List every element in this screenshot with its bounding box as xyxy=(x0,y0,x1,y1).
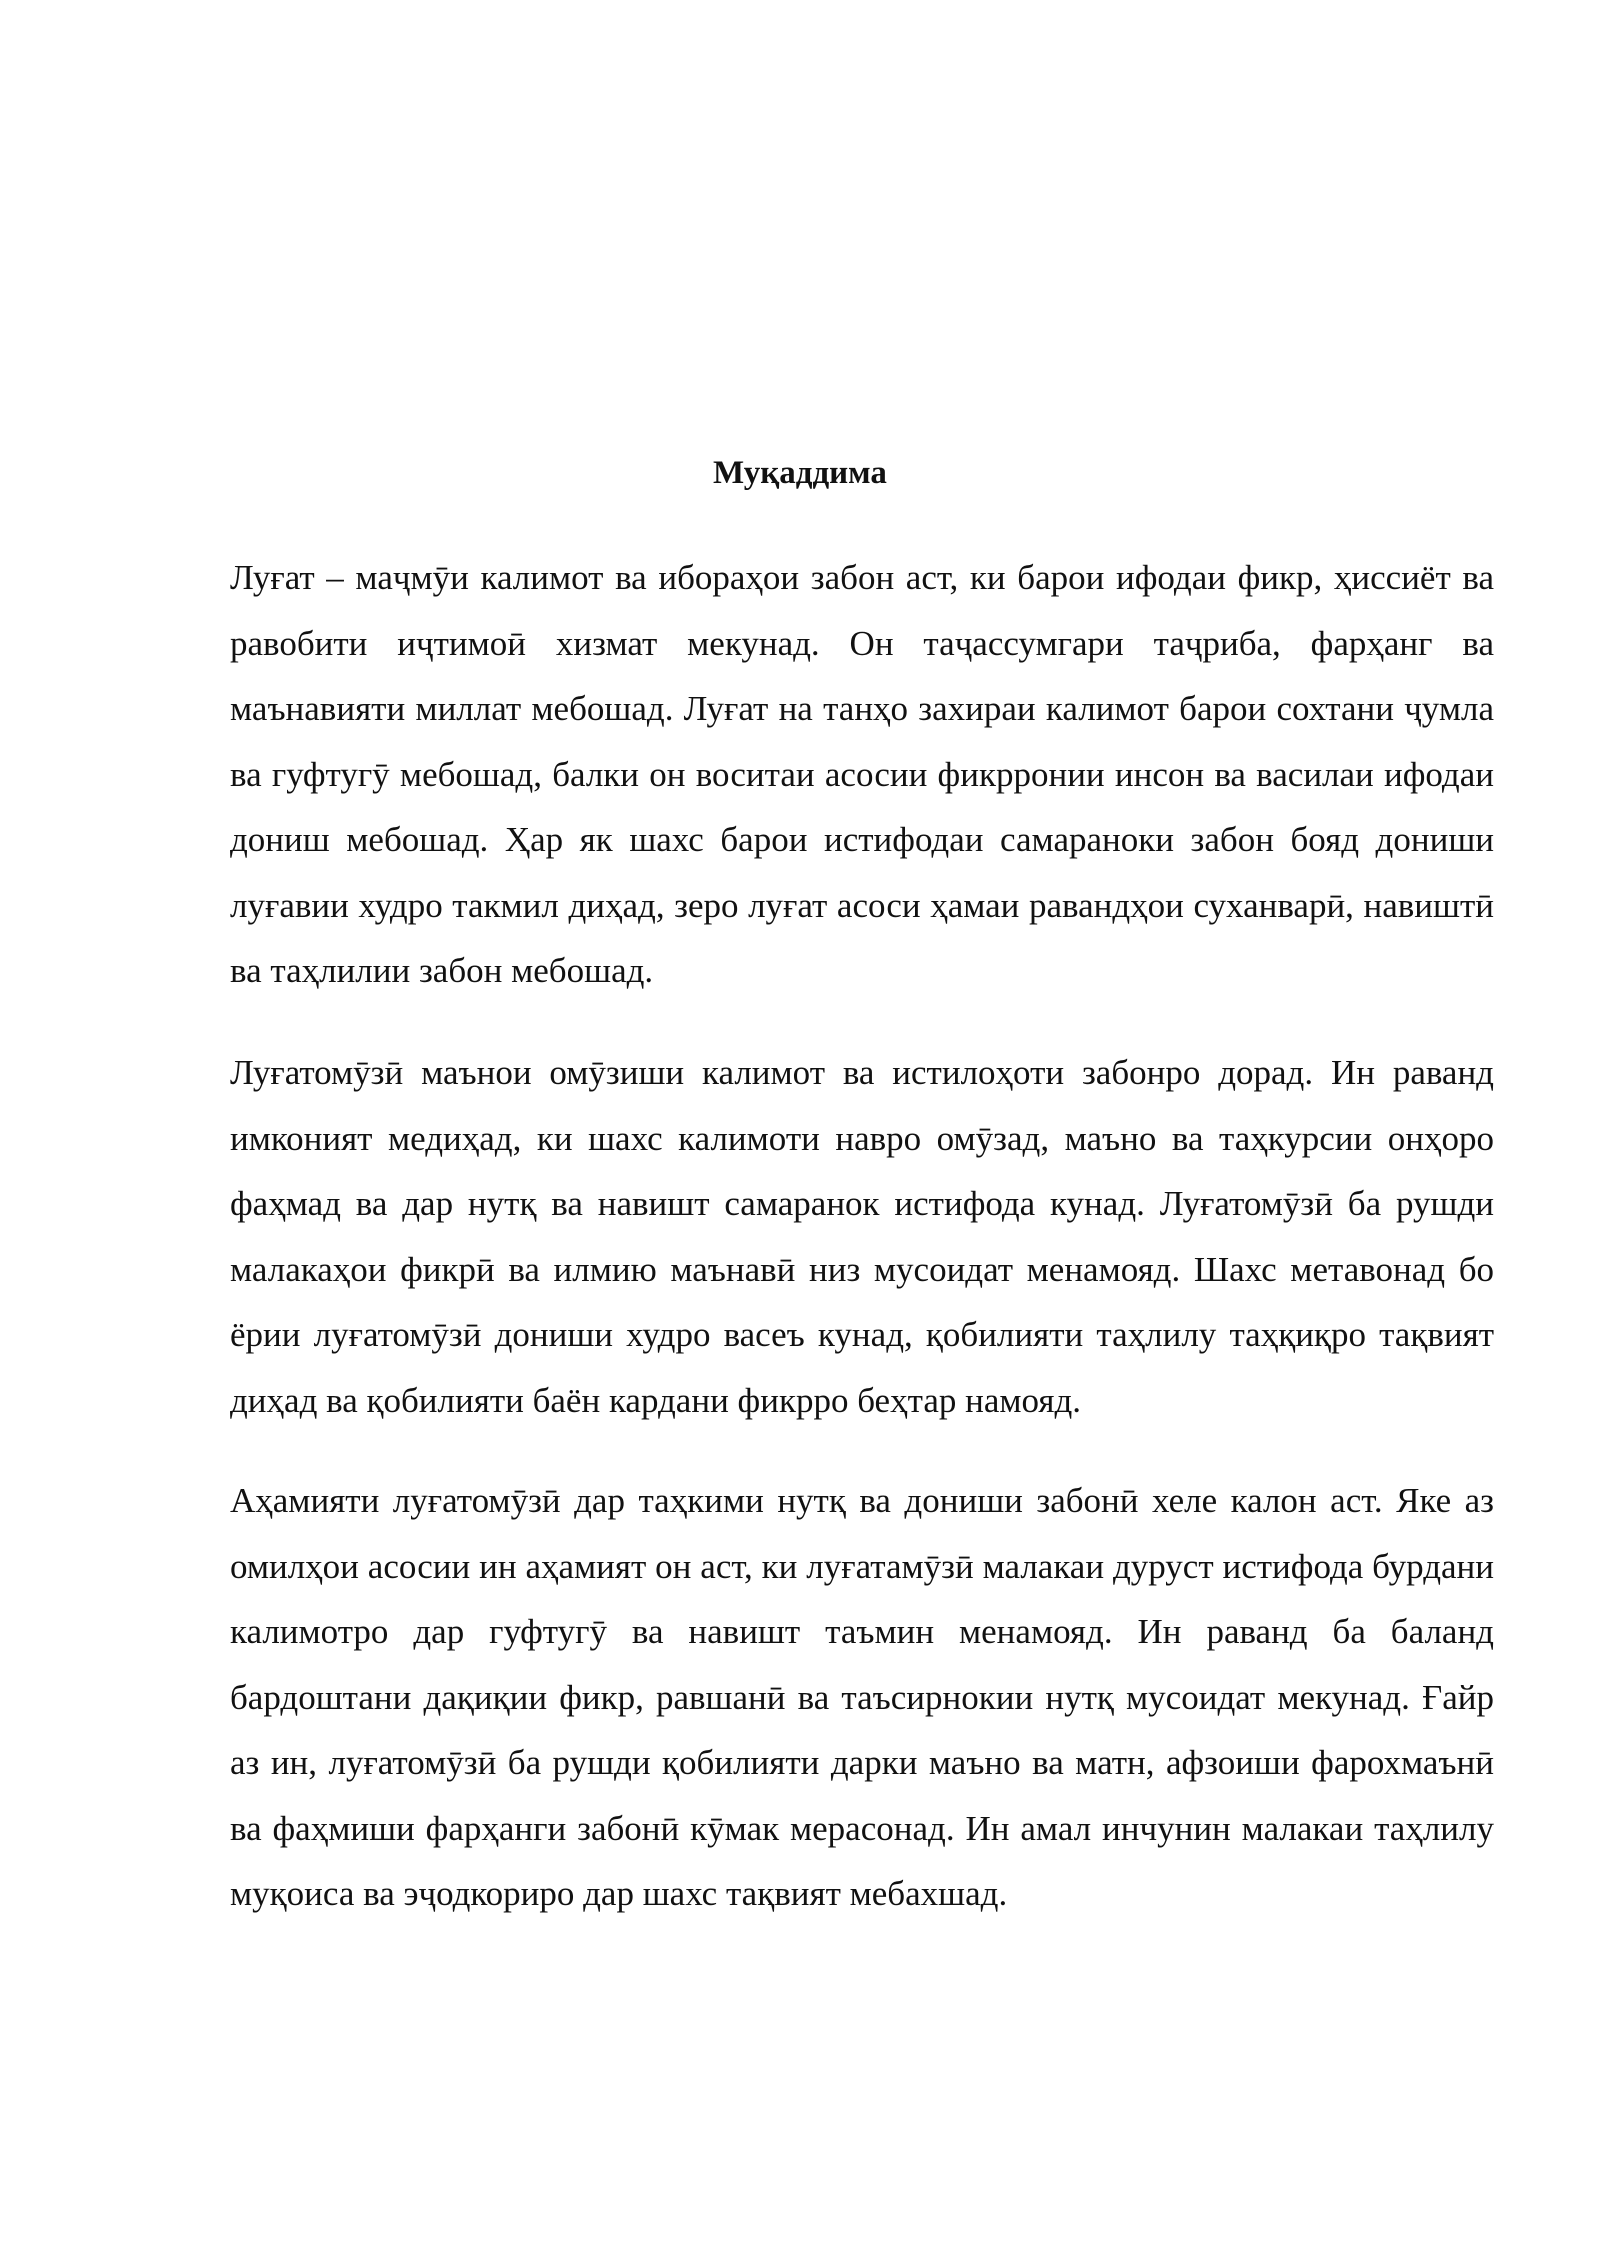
paragraph-3: Аҳамияти луғатомӯзӣ дар таҳкими нутқ ва дониши забонӣ хеле калон аст. Яке аз омилҳои асосии ин аҳамият он аст, ки луғатамӯзӣ малакаи дуруст истифода бурдани калимотро дар гуфтугӯ ва навишт таъмин менамояд. Ин раванд ба баланд бардоштани дақиқии фикр, равшанӣ ва таъсирнокии нутқ мусоидат мекунад. Ғайр аз ин, луғатомӯзӣ ба рушди қобилияти дарки маъно ва матн, афзоиши фарохмаънӣ ва фаҳмиши фарҳанги забонӣ кӯмак мерасонад. Ин амал инчунин малакаи таҳлилу муқоиса ва эҷодкориро дар шахс тақвият мебахшад. xyxy=(230,1481,1494,1913)
paragraph-1: Луғат – маҷмӯи калимот ва ибораҳои забон аст, ки барои ифодаи фикр, ҳиссиёт ва равобити иҷтимоӣ хизмат мекунад. Он таҷассумгари таҷриба, фарҳанг ва маънавияти миллат мебошад. Луғат на танҳо захираи калимот барои сохтани ҷумла ва гуфтугӯ мебошад, балки он воситаи асосии фикрронии инсон ва василаи ифодаи дониш мебошад. Ҳар як шахс барои истифодаи самараноки забон бояд дониши луғавии худро такмил диҳад, зеро луғат асоси ҳамаи равандҳои суханварӣ, навиштӣ ва таҳлилии забон мебошад. xyxy=(230,558,1494,990)
paragraph-2: Луғатомӯзӣ маънои омӯзиши калимот ва истилоҳоти забонро дорад. Ин раванд имконият медиҳад, ки шахс калимоти навро омӯзад, маъно ва таҳкурсии онҳоро фаҳмад ва дар нутқ ва навишт самаранок истифода кунад. Луғатомӯзӣ ба рушди малакаҳои фикрӣ ва илмию маънавӣ низ мусоидат менамояд. Шахс метавонад бо ёрии луғатомӯзӣ дониши худро васеъ кунад, қобилияти таҳлилу таҳқиқро тақвият диҳад ва қобилияти баён кардани фикрро беҳтар намояд. xyxy=(230,1053,1494,1420)
page-title: Муқаддима xyxy=(713,455,887,491)
